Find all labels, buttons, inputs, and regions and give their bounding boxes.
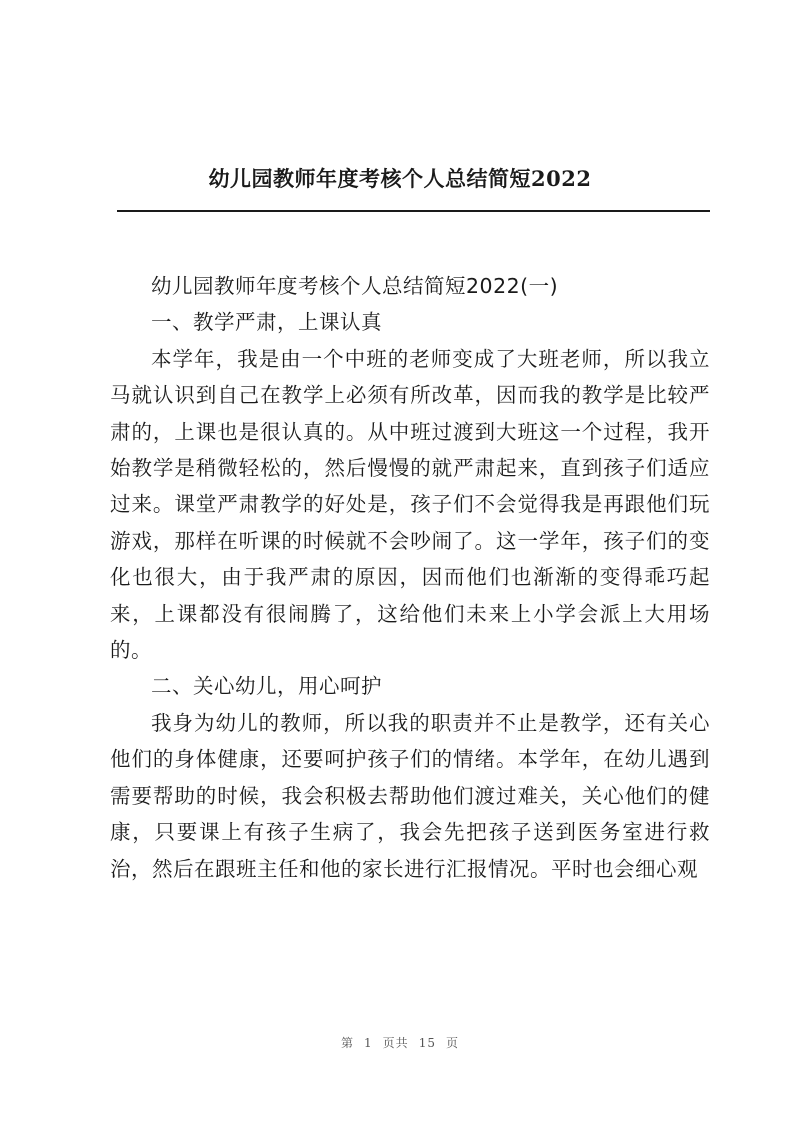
title-divider: [117, 210, 710, 212]
footer-current-page: 1: [364, 1036, 373, 1050]
footer-suffix: 页: [445, 1036, 459, 1050]
section-heading-1: 一、教学严肃，上课认真: [151, 310, 382, 335]
section-heading-2: 二、关心幼儿，用心呵护: [151, 674, 382, 699]
paragraph-1: 本学年，我是由一个中班的老师变成了大班老师，所以我立马就认识到自己在教学上必须有所改革，因而我的教学是比较严肃的，上课也是很认真的。从中班过渡到大班这一个过程，我开始教学是稍微轻松的，然后慢慢的就严肃起来，直到孩子们适应过来。课堂严肃教学的好处是，孩子们不会觉得我是再跟他们玩游戏，那样在听课的时候就不会吵闹了。这一学年，孩子们的变化也很大，由于我严肃的原因，因而他们也渐渐的变得乖巧起来，上课都没有很闹腾了，这给他们未来上小学会派上大用场的。: [110, 346, 710, 663]
document-body: [110, 268, 710, 887]
footer-mid: 页共: [382, 1036, 409, 1050]
section-heading-main: 幼儿园教师年度考核个人总结简短2022(一): [151, 274, 559, 298]
footer-prefix: 第: [341, 1036, 355, 1050]
paragraph-2: 我身为幼儿的教师，所以我的职责并不止是教学，还有关心他们的身体健康，还要呵护孩子们的情绪。本学年，在幼儿遇到需要帮助的时候，我会积极去帮助他们渡过难关，关心他们的健康，只要课上有孩子生病了，我会先把孩子送到医务室进行救治，然后在跟班主任和他的家长进行汇报情况。平时也会细心观: [110, 710, 710, 881]
footer-total-pages: 15: [418, 1036, 436, 1050]
page-footer: [0, 1034, 800, 1051]
document-title: 幼儿园教师年度考核个人总结简短2022: [208, 166, 592, 191]
